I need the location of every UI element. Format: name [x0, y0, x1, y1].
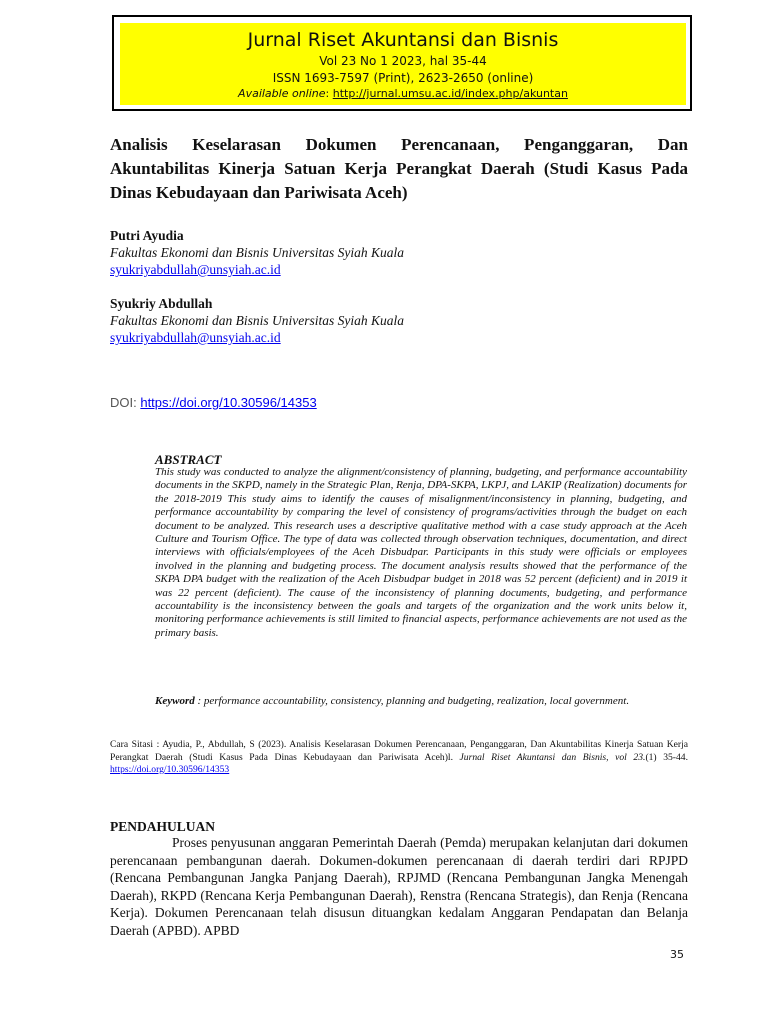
- author-affiliation: Fakultas Ekonomi dan Bisnis Universitas Syiah Kuala: [110, 245, 404, 260]
- page-number: 35: [670, 948, 684, 961]
- author-email-link[interactable]: syukriyabdullah@unsyiah.ac.id: [110, 262, 281, 277]
- doi-label: DOI:: [110, 395, 141, 410]
- author-block: [110, 295, 404, 346]
- citation-pages: (1) 35-44.: [645, 751, 688, 763]
- doi-line: [110, 395, 317, 410]
- journal-name: Jurnal Riset Akuntansi dan Bisnis: [247, 29, 559, 51]
- keyword-list: : performance accountability, consistency, planning and budgeting, realization, local government.: [194, 695, 630, 707]
- keyword-label: Keyword: [155, 695, 195, 707]
- journal-issn: ISSN 1693-7597 (Print), 2623-2650 (online): [272, 71, 534, 85]
- citation-journal: Jurnal Riset Akuntansi dan Bisnis, vol 23.: [459, 751, 646, 763]
- available-separator: :: [325, 87, 333, 100]
- section-body: Proses penyusunan anggaran Pemerintah Daerah (Pemda) merupakan kelanjutan dari dokumen perencanaan pembangunan daerah. Dokumen-dokumen perencanaan di daerah terdiri dari RPJPD (Rencana Pembangunan Jangka Panjang Daerah), RPJMD (Rencana Pembangunan Jangka Menengah Daerah), RKPD (Rencana Kerja Pembangunan Daerah), Renstra (Rencana Strategis), dan Renja (Rencana Kerja). Dokumen Perencanaan telah disusun dituangkan kedalam Anggaran Pendapatan dan Belanja Daerah (APBD). APBD: [110, 835, 688, 938]
- journal-availability: [120, 87, 686, 100]
- abstract-text: This study was conducted to analyze the alignment/consistency of planning, budgeting, and performance accountability documents in the SKPD, namely in the Strategic Plan, Renja, DPA-SKPA, LKPJ, and LAKIP (Realization) documents for the 2018-2019 This study aims to identify the causes of misalignment/inconsistency in planning, budgeting, and performance accountability by comparing the level of consistency of programs/activities through the budget on each document to be analyzed. This research uses a descriptive qualitative method with a case study approach at the Aceh Culture and Tourism Office. The type of data was collected through observation techniques, documentation, and direct interviews with officials/employees of the Aceh Disbudpar. Participants in this study were officials or employees involved in the planning and budgeting process. The document analysis results showed that the performance of the SKPA DPA budget with the realization of the Aceh Disbudpar budget in 2018 was 52 percent (deficient) and in 2019 it was 22 percent (deficient). The cause of the inconsistency of planning documents, budgeting, and performance accountability is the inconsistency between the goals and targets of the organization and the work units below it, monitoring performance achievements is still limited to financial aspects, performance achievements are not used as the primary basis.: [155, 466, 687, 639]
- citation-text: Cara Sitasi : Ayudia, P., Abdullah, S (2023). Analisis Keselarasan Dokumen Perencanaan, Penganggaran, Dan Akuntabilitas Kinerja Satuan Kerja Perangkat Daerah (Studi Kasus Pada Dinas Kebudayaan dan Pariwisata Aceh)l.: [110, 739, 688, 763]
- citation-block: [110, 739, 688, 777]
- keywords-line: [155, 694, 687, 709]
- author-email-link[interactable]: syukriyabdullah@unsyiah.ac.id: [110, 330, 281, 345]
- author-block: [110, 227, 404, 278]
- journal-url-link[interactable]: http://jurnal.umsu.ac.id/index.php/akuntan: [332, 87, 568, 100]
- journal-volume: Vol 23 No 1 2023, hal 35-44: [319, 54, 487, 68]
- paper-title: Analisis Keselarasan Dokumen Perencanaan, Penganggaran, Dan Akuntabilitas Kinerja Satuan Kerja Perangkat Daerah (Studi Kasus Pada Dinas Kebudayaan dan Pariwisata Aceh): [110, 135, 688, 202]
- author-name: Syukriy Abdullah: [110, 296, 213, 311]
- journal-header-banner: [120, 23, 686, 105]
- doi-link[interactable]: https://doi.org/10.30596/14353: [140, 395, 317, 410]
- author-affiliation: Fakultas Ekonomi dan Bisnis Universitas Syiah Kuala: [110, 313, 404, 328]
- author-name: Putri Ayudia: [110, 228, 184, 243]
- abstract-heading: ABSTRACT: [155, 452, 222, 467]
- journal-header-box: [112, 15, 692, 111]
- available-label: Available online: [238, 87, 326, 100]
- section-heading: PENDAHULUAN: [110, 819, 216, 834]
- citation-doi-link[interactable]: https://doi.org/10.30596/14353: [110, 764, 230, 775]
